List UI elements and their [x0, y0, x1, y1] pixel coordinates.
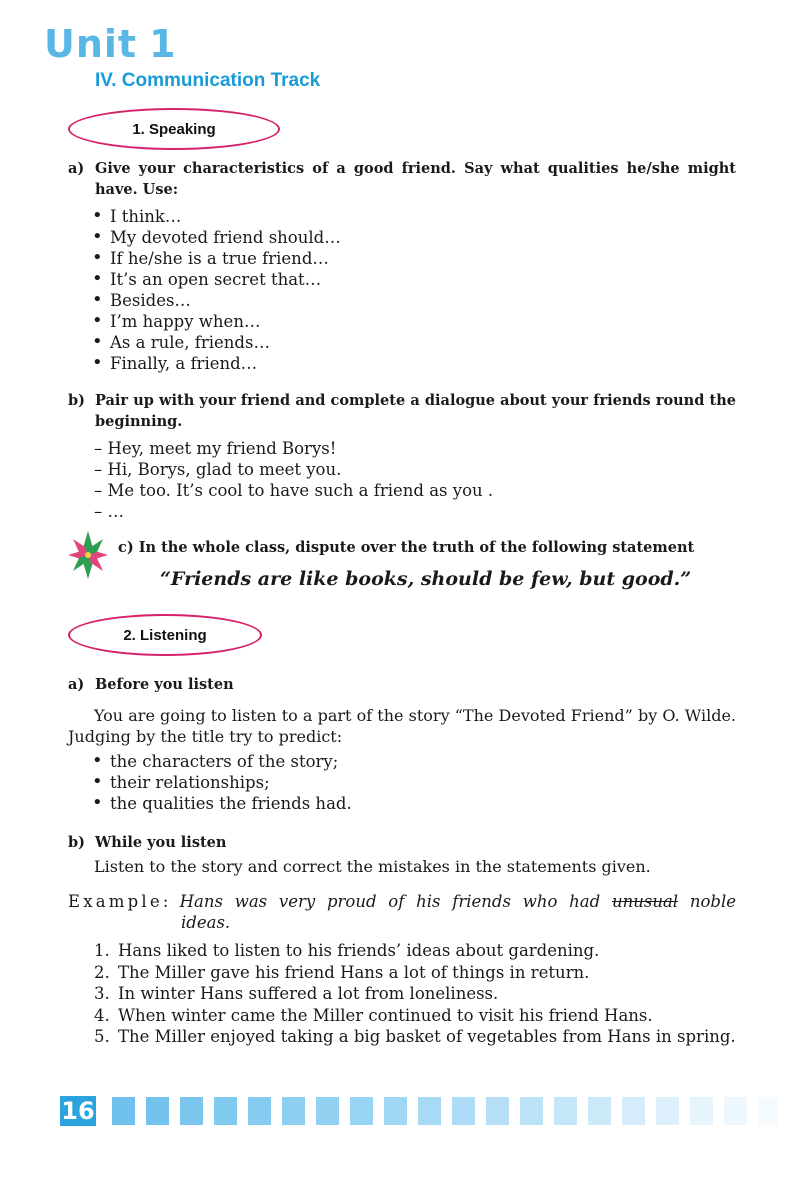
phrase-list [92, 206, 592, 374]
footer-square [418, 1097, 441, 1125]
speaking-heading-label: 1. Speaking [132, 120, 216, 138]
speaking-heading [68, 108, 280, 150]
list-item [94, 983, 736, 1005]
list-item [94, 1026, 736, 1048]
footer-square [486, 1097, 509, 1125]
dialogue-line: – Me too. It’s cool to have such a friend as you . [94, 481, 494, 500]
footer-square [384, 1097, 407, 1125]
list-item [94, 1005, 736, 1027]
footer-square [248, 1097, 271, 1125]
example-text [180, 891, 736, 912]
listening-heading-label: 2. Listening [123, 626, 207, 644]
task-heading: While you listen [95, 834, 227, 851]
dialogue-line: – Hi, Borys, glad to meet you. [94, 460, 342, 479]
footer-square [112, 1097, 135, 1125]
item-number: 3. [94, 984, 110, 1003]
footer-square [316, 1097, 339, 1125]
task-text: Give your characteristics of a good friend. Say what qualities he/she might have. Use: [95, 160, 736, 198]
task-label: a) [68, 676, 85, 693]
list-item: • Besides… [92, 290, 592, 311]
list-item: • Finally, a friend… [92, 353, 592, 374]
task-heading: Before you listen [95, 676, 234, 693]
item-text: Hans liked to listen to his friends’ ideas about gardening. [118, 941, 600, 960]
list-item: • As a rule, friends… [92, 332, 592, 353]
item-text: The Miller gave his friend Hans a lot of things in return. [118, 962, 590, 982]
example-text-part: Hans was very proud of his friends who had [179, 892, 601, 911]
listening-task-b [68, 832, 736, 853]
task-label: b) [68, 392, 85, 409]
footer-square [724, 1097, 747, 1125]
footer-square [520, 1097, 543, 1125]
footer-square [180, 1097, 203, 1125]
speaking-task-b [68, 390, 736, 432]
item-text: The Miller enjoyed taking a big basket of vegetables from Hans in spring. [118, 1027, 736, 1046]
item-number: 4. [94, 1005, 110, 1025]
footer-square [146, 1097, 169, 1125]
list-item: • the characters of the story; [92, 751, 592, 772]
item-text: In winter Hans suffered a lot from loneliness. [118, 984, 499, 1003]
struck-word: unusual [611, 892, 679, 911]
footer-square [554, 1097, 577, 1125]
statements-list [94, 940, 736, 1048]
example [68, 891, 736, 933]
footer-square [214, 1097, 237, 1125]
list-item: • I’m happy when… [92, 311, 592, 332]
footer-square [690, 1097, 713, 1125]
list-item: • I think… [92, 206, 592, 227]
list-item: • their relationships; [92, 772, 592, 793]
star-icon [66, 530, 110, 580]
list-item: • My devoted friend should… [92, 227, 592, 248]
list-item: • It’s an open secret that… [92, 269, 592, 290]
example-label: Example: [68, 892, 172, 911]
unit-word: Unit [44, 22, 138, 66]
item-number: 1. [94, 941, 110, 960]
footer-square [758, 1097, 778, 1125]
list-item: • If he/she is a true friend… [92, 248, 592, 269]
item-text: When winter came the Miller continued to visit his friend Hans. [118, 1005, 653, 1025]
task-label: b) [68, 834, 85, 851]
task-label: a) [68, 160, 85, 177]
page-number: 16 [61, 1097, 95, 1125]
dialogue [94, 438, 734, 522]
listening-intro: You are going to listen to a part of the story “The Devoted Friend” by O. Wilde. Judging by the title try to predict: [68, 706, 736, 746]
footer-square [622, 1097, 645, 1125]
section-title: IV. Communication Track [95, 70, 321, 91]
listening-heading [68, 614, 262, 656]
item-number: 2. [94, 962, 110, 982]
speaking-task-a [68, 158, 736, 200]
listening-task-a [68, 674, 736, 695]
quote: “Friends are like books, should be few, but good.” [160, 568, 692, 590]
list-item [94, 940, 736, 962]
speaking-task-c: c) In the whole class, dispute over the truth of the following statement [118, 539, 695, 556]
footer-square [452, 1097, 475, 1125]
dialogue-line: – Hey, meet my friend Borys! [94, 439, 337, 458]
list-item: • the qualities the friends had. [92, 793, 592, 814]
item-number: 5. [94, 1027, 110, 1046]
unit-title [44, 22, 177, 66]
listening-instruction: Listen to the story and correct the mistakes in the statements given. [94, 857, 651, 876]
unit-number: 1 [149, 22, 177, 66]
example-text-part: noble [689, 892, 737, 911]
task-text: Pair up with your friend and complete a dialogue about your friends round the beginning. [95, 392, 736, 430]
footer-square [656, 1097, 679, 1125]
footer-square [350, 1097, 373, 1125]
example-text-line2: ideas. [181, 913, 231, 932]
list-item [94, 962, 736, 984]
footer-square [282, 1097, 305, 1125]
footer-square [588, 1097, 611, 1125]
prediction-list [92, 751, 592, 814]
dialogue-line: – … [94, 502, 124, 521]
